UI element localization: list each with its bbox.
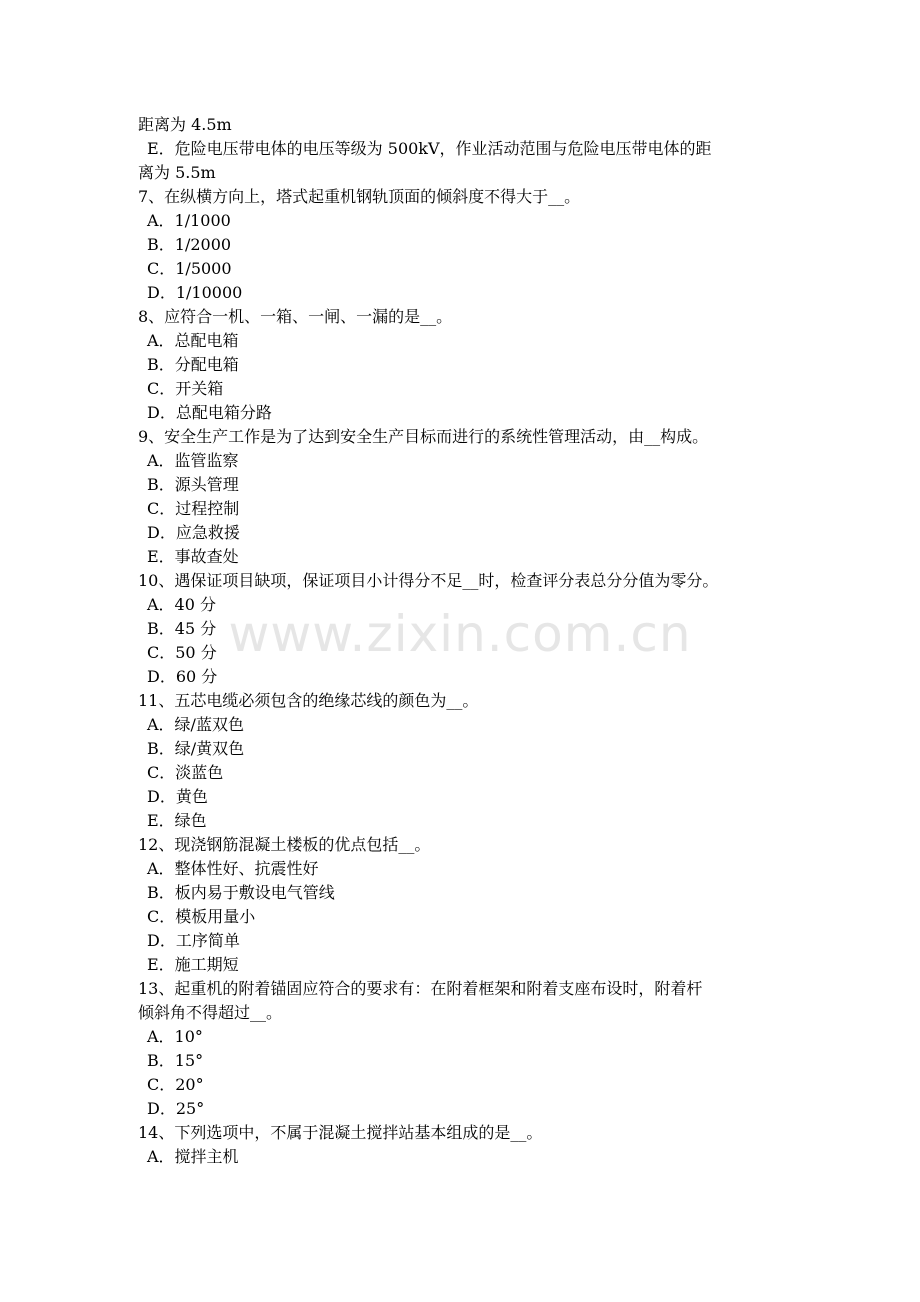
option-line: A．40 分 bbox=[147, 595, 217, 614]
option-line: A．10° bbox=[147, 1027, 203, 1046]
option-line: C．50 分 bbox=[147, 643, 217, 662]
option-line: A．1/1000 bbox=[147, 211, 231, 230]
option-line: B．1/2000 bbox=[147, 235, 232, 254]
option-line: D．工序简单 bbox=[147, 931, 240, 950]
question-line: 倾斜角不得超过__。 bbox=[138, 1003, 283, 1022]
option-line: D．60 分 bbox=[147, 667, 218, 686]
question-line: 8、应符合一机、一箱、一闸、一漏的是__。 bbox=[138, 307, 453, 326]
option-line: A．整体性好、抗震性好 bbox=[147, 859, 319, 878]
option-line: D．1/10000 bbox=[147, 283, 243, 302]
option-line: D．黄色 bbox=[147, 787, 208, 806]
option-line: A．总配电箱 bbox=[147, 331, 239, 350]
question-line: 13、起重机的附着锚固应符合的要求有：在附着框架和附着支座布设时，附着杆 bbox=[138, 979, 703, 998]
option-line: B．板内易于敷设电气管线 bbox=[147, 883, 335, 902]
question-line: 距离为 4.5m bbox=[138, 115, 232, 134]
document-page bbox=[138, 113, 798, 1169]
option-line: B．绿/黄双色 bbox=[147, 739, 245, 758]
option-line: B．15° bbox=[147, 1051, 204, 1070]
question-line: 10、遇保证项目缺项，保证项目小计得分不足__时，检查评分表总分分值为零分。 bbox=[138, 571, 719, 590]
option-line: C．模板用量小 bbox=[147, 907, 256, 926]
question-line: 离为 5.5m bbox=[138, 163, 216, 182]
question-line: 11、五芯电缆必须包含的绝缘芯线的颜色为__。 bbox=[138, 691, 479, 710]
option-line: C．开关箱 bbox=[147, 379, 224, 398]
option-line: C．20° bbox=[147, 1075, 204, 1094]
option-line: B．45 分 bbox=[147, 619, 217, 638]
option-line: E．施工期短 bbox=[147, 955, 239, 974]
option-line: D．25° bbox=[147, 1099, 205, 1118]
question-line: 7、在纵横方向上，塔式起重机钢轨顶面的倾斜度不得大于__。 bbox=[138, 187, 581, 206]
option-line: D．应急救援 bbox=[147, 523, 240, 542]
question-line: 12、现浇钢筋混凝土楼板的优点包括__。 bbox=[138, 835, 431, 854]
option-line: E．事故查处 bbox=[147, 547, 239, 566]
option-line: C．过程控制 bbox=[147, 499, 240, 518]
option-line: C．1/5000 bbox=[147, 259, 232, 278]
option-line: B．分配电箱 bbox=[147, 355, 239, 374]
question-line: 14、下列选项中，不属于混凝土搅拌站基本组成的是__。 bbox=[138, 1123, 543, 1142]
option-line: A．监管监察 bbox=[147, 451, 239, 470]
option-line: C．淡蓝色 bbox=[147, 763, 224, 782]
question-line: 9、安全生产工作是为了达到安全生产目标而进行的系统性管理活动，由__构成。 bbox=[138, 427, 709, 446]
option-line: E．绿色 bbox=[147, 811, 207, 830]
option-line: A．绿/蓝双色 bbox=[147, 715, 244, 734]
option-line: A．搅拌主机 bbox=[147, 1147, 239, 1166]
option-line: D．总配电箱分路 bbox=[147, 403, 272, 422]
watermark: www.zixin.com.cn bbox=[228, 605, 692, 663]
option-line: B．源头管理 bbox=[147, 475, 239, 494]
option-line: E．危险电压带电体的电压等级为 500kV，作业活动范围与危险电压带电体的距 bbox=[147, 139, 712, 158]
